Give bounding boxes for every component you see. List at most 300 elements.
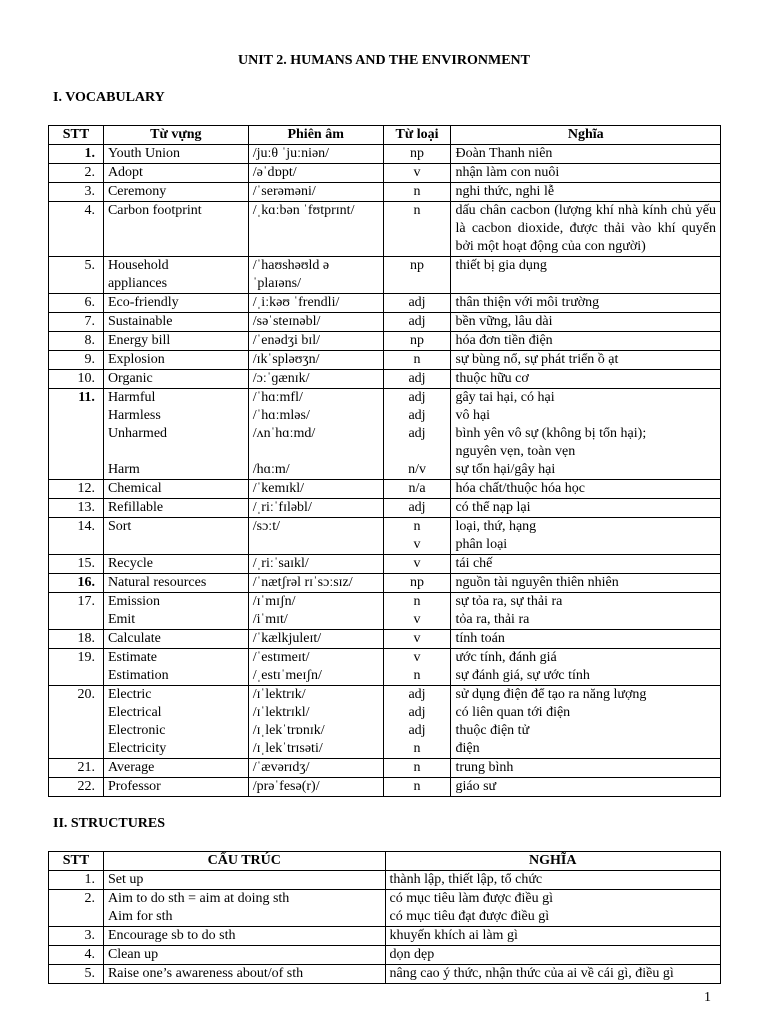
structure-cell-line: Raise one’s awareness about/of sth [107,966,304,981]
phonetic-cell [248,145,383,164]
meaning-cell-line: tính toán [455,631,505,646]
phonetic-cell-line: /ˈserəməni/ [252,184,316,199]
part-of-speech-cell-line: n [413,594,421,609]
phonetic-cell-line: /ɪˌlekˈtrɒnɪk/ [252,723,325,738]
meaning-cell-line: trung bình [455,760,514,775]
structure-meaning-cell [385,965,720,984]
meaning-cell-line: thuộc điện tử [455,723,530,738]
phonetic-cell-line: /ˈkemɪkl/ [252,481,305,496]
word-cell [103,164,248,183]
structure-meaning-cell [385,871,720,890]
part-of-speech-cell-line: adj [408,371,426,386]
meaning-cell [451,164,721,183]
word-cell [103,145,248,164]
meaning-cell-line: nguyên vẹn, toàn vẹn [455,444,576,459]
part-of-speech-cell [383,518,451,555]
part-of-speech-cell-line: v [413,612,421,627]
vocabulary-row [49,351,721,370]
meaning-cell-line: điện [455,741,480,756]
meaning-cell [451,145,721,164]
word-cell-line: Sustainable [107,314,173,329]
meaning-cell [451,593,721,630]
word-cell-line [108,443,244,461]
meaning-cell [451,630,721,649]
part-of-speech-cell-line [388,443,447,461]
structure-meaning-cell-line: có mục tiêu đạt được điều gì [389,909,550,924]
word-cell-line: Energy bill [107,333,171,348]
part-of-speech-cell [383,649,451,686]
phonetic-cell-line: /ˌkɑːbən ˈfʊtprɪnt/ [252,203,355,218]
header-stt: STT [49,126,104,145]
part-of-speech-cell [383,351,451,370]
phonetic-cell-line: /hɑːm/ [252,462,290,477]
part-of-speech-cell-line: n [413,519,421,534]
meaning-cell-line: sự tỏa ra, sự thải ra [455,594,563,609]
phonetic-cell-line: /juːθ ˈjuːniən/ [252,146,330,161]
structure-cell-line: Aim for sth [107,909,173,924]
meaning-cell-line: phân loại [455,537,508,552]
meaning-cell [451,555,721,574]
part-of-speech-cell [383,593,451,630]
word-cell-line: Refillable [107,500,164,515]
row-number: 7. [49,313,104,332]
word-cell-line: Eco-friendly [107,295,179,310]
vocabulary-row [49,313,721,332]
meaning-cell [451,686,721,759]
row-number: 5. [49,965,104,984]
part-of-speech-cell-line: n [413,184,421,199]
row-number: 14. [49,518,104,555]
word-cell-line: Estimate [107,650,157,665]
phonetic-cell-line: /səˈsteɪnəbl/ [252,314,321,329]
part-of-speech-cell [383,183,451,202]
vocabulary-row [49,499,721,518]
part-of-speech-cell-line: v [413,631,421,646]
structure-cell [103,965,385,984]
structure-row [49,965,721,984]
meaning-cell-line: nhận làm con nuôi [455,165,560,180]
word-cell-line: Organic [107,371,153,386]
structures-header-row [49,852,721,871]
part-of-speech-cell-line: v [413,650,421,665]
part-of-speech-cell [383,480,451,499]
phonetic-cell-line [253,443,379,461]
vocabulary-row [49,332,721,351]
part-of-speech-cell [383,294,451,313]
vocabulary-row [49,759,721,778]
part-of-speech-cell-line: adj [408,426,426,441]
structure-row [49,946,721,965]
phonetic-cell [248,593,383,630]
part-of-speech-cell-line: adj [408,500,426,515]
phonetic-cell [248,183,383,202]
phonetic-cell [248,313,383,332]
structure-meaning-cell-line: nâng cao ý thức, nhận thức của ai về cái gì, điều gì [389,966,674,981]
part-of-speech-cell-line: np [410,575,425,590]
phonetic-cell-line: /sɔːt/ [252,519,280,534]
row-number: 11. [49,389,104,480]
word-cell [103,686,248,759]
phonetic-cell [248,686,383,759]
structure-row [49,871,721,890]
phonetic-cell-line: /ˌestɪˈmeɪʃn/ [252,668,322,683]
row-number: 1. [49,871,104,890]
phonetic-cell [248,351,383,370]
header-stt: STT [49,852,104,871]
vocabulary-row [49,480,721,499]
phonetic-cell-line: /ˈhɑːmləs/ [252,408,310,423]
word-cell-line: Recycle [107,556,154,571]
meaning-cell-line: Đoàn Thanh niên [455,146,553,161]
phonetic-cell [248,257,383,294]
row-number: 5. [49,257,104,294]
word-cell [103,759,248,778]
header-phonetic: Phiên âm [248,126,383,145]
word-cell-line: Electrical [107,705,162,720]
part-of-speech-cell-line: v [413,165,421,180]
word-cell [103,202,248,257]
phonetic-cell-line: /ˈestɪmeɪt/ [252,650,310,665]
part-of-speech-cell [383,389,451,480]
row-number: 6. [49,294,104,313]
part-of-speech-cell [383,332,451,351]
word-cell [103,370,248,389]
word-cell [103,351,248,370]
word-cell-line: Emit [107,612,136,627]
word-cell [103,257,248,294]
part-of-speech-cell-line: adj [408,295,426,310]
header-structure: CẤU TRÚC [103,852,385,871]
meaning-cell [451,183,721,202]
word-cell-line: appliances [107,276,168,291]
word-cell [103,389,248,480]
meaning-cell-line: bền vững, lâu dài [455,314,553,329]
part-of-speech-cell-line: np [410,258,425,273]
word-cell [103,313,248,332]
structure-cell-line: Set up [107,872,144,887]
phonetic-cell-line: /ɔːˈɡænɪk/ [252,371,310,386]
word-cell-line: Electric [107,687,152,702]
word-cell-line: Harmful [107,390,156,405]
part-of-speech-cell [383,555,451,574]
part-of-speech-cell [383,145,451,164]
part-of-speech-cell-line: n/v [408,462,426,477]
phonetic-cell-line: /ˌriːˈsaɪkl/ [252,556,309,571]
part-of-speech-cell-line: n [413,203,421,218]
word-cell-line: Sort [107,519,132,534]
word-cell-line: Estimation [107,668,169,683]
meaning-cell [451,370,721,389]
header-part-of-speech: Từ loại [383,126,451,145]
row-number: 4. [49,946,104,965]
part-of-speech-cell-line: np [410,146,425,161]
meaning-cell-line: sự tổn hại/gây hại [455,462,556,477]
row-number: 4. [49,202,104,257]
vocabulary-row [49,202,721,257]
meaning-cell-line: có liên quan tới điện [455,705,571,720]
word-cell-line: Emission [107,594,161,609]
word-cell-line: Professor [107,779,161,794]
word-cell-line: Ceremony [107,184,167,199]
word-cell-line: Carbon footprint [107,203,202,218]
row-number: 8. [49,332,104,351]
part-of-speech-cell-line: n [413,668,421,683]
phonetic-cell [248,480,383,499]
structure-row [49,927,721,946]
part-of-speech-cell-line: n/a [408,481,426,496]
word-cell [103,574,248,593]
meaning-cell-line: tỏa ra, thải ra [455,612,530,627]
phonetic-cell [248,164,383,183]
part-of-speech-cell-line: adj [408,687,426,702]
phonetic-cell [248,555,383,574]
meaning-cell-line: hóa đơn tiền điện [455,333,553,348]
vocabulary-row [49,145,721,164]
row-number: 22. [49,778,104,797]
part-of-speech-cell-line: n [413,779,421,794]
meaning-cell-line: bình yên vô sự (không bị tổn hại); [455,426,647,441]
part-of-speech-cell-line: adj [408,314,426,329]
header-word: Từ vựng [103,126,248,145]
vocabulary-row [49,574,721,593]
meaning-cell [451,351,721,370]
vocabulary-row [49,778,721,797]
vocabulary-row [49,370,721,389]
phonetic-cell-line: /ˈævərɪdʒ/ [252,760,310,775]
word-cell-line: Household [107,258,169,273]
part-of-speech-cell [383,370,451,389]
meaning-cell-line: dấu chân cacbon (lượng khí nhà kính chủ yếu là cacbon dioxide, được thải vào khí quyển bởi một hoạt động của con người) [455,203,716,254]
part-of-speech-cell-line: n [413,352,421,367]
part-of-speech-cell [383,630,451,649]
phonetic-cell-line: /ˈhaʊshəʊld ə [252,258,330,273]
phonetic-cell-line: /ɪˈmɪʃn/ [252,594,296,609]
meaning-cell-line: có thể nạp lại [455,500,531,515]
word-cell [103,499,248,518]
row-number: 18. [49,630,104,649]
part-of-speech-cell-line: v [413,556,421,571]
meaning-cell [451,313,721,332]
structure-meaning-cell-line: thành lập, thiết lập, tổ chức [389,872,543,887]
page-number: 1 [704,990,711,1005]
word-cell-line: Calculate [107,631,161,646]
meaning-cell-line: sử dụng điện để tạo ra năng lượng [455,687,647,702]
row-number: 21. [49,759,104,778]
vocabulary-row [49,555,721,574]
structure-meaning-cell-line: có mục tiêu làm được điều gì [389,891,554,906]
phonetic-cell [248,518,383,555]
phonetic-cell [248,574,383,593]
phonetic-cell [248,332,383,351]
vocabulary-row [49,294,721,313]
row-number: 2. [49,164,104,183]
phonetic-cell [248,630,383,649]
word-cell [103,630,248,649]
vocabulary-row [49,164,721,183]
phonetic-cell-line: /iˈmɪt/ [252,612,288,627]
meaning-cell-line: hóa chất/thuộc hóa học [455,481,585,496]
vocabulary-row [49,630,721,649]
vocabulary-row [49,518,721,555]
phonetic-cell [248,778,383,797]
meaning-cell [451,257,721,294]
vocabulary-table [48,125,721,797]
part-of-speech-cell-line: adj [408,723,426,738]
vocabulary-row [49,389,721,480]
word-cell-line: Electronic [107,723,166,738]
word-cell [103,183,248,202]
header-meaning: NGHĨA [385,852,720,871]
word-cell-line: Explosion [107,352,165,367]
word-cell [103,778,248,797]
structure-meaning-cell [385,946,720,965]
structure-cell-line: Aim to do sth = aim at doing sth [107,891,290,906]
row-number: 9. [49,351,104,370]
part-of-speech-cell [383,313,451,332]
meaning-cell-line: loại, thứ, hạng [455,519,537,534]
row-number: 12. [49,480,104,499]
word-cell-line: Natural resources [107,575,207,590]
part-of-speech-cell [383,257,451,294]
meaning-cell [451,294,721,313]
meaning-cell-line: sự bùng nổ, sự phát triển ồ ạt [455,352,619,367]
row-number: 19. [49,649,104,686]
structure-meaning-cell [385,890,720,927]
word-cell [103,649,248,686]
meaning-cell [451,389,721,480]
phonetic-cell [248,370,383,389]
vocabulary-row [49,649,721,686]
vocabulary-row [49,593,721,630]
phonetic-cell-line: /prəˈfesə(r)/ [252,779,320,794]
phonetic-cell [248,202,383,257]
row-number: 10. [49,370,104,389]
document-title: UNIT 2. HUMANS AND THE ENVIRONMENT [238,53,530,68]
phonetic-cell-line: /ɪˌlekˈtrɪsəti/ [252,741,323,756]
structure-cell-line: Clean up [107,947,159,962]
phonetic-cell [248,294,383,313]
meaning-cell-line: thân thiện với môi trường [455,295,600,310]
phonetic-cell [248,389,383,480]
word-cell [103,332,248,351]
word-cell-line: Chemical [107,481,162,496]
part-of-speech-cell [383,759,451,778]
word-cell-line: Unharmed [107,426,168,441]
meaning-cell-line: giáo sư [455,779,497,794]
vocabulary-header-row [49,126,721,145]
row-number: 3. [49,927,104,946]
vocabulary-heading: I. VOCABULARY [53,90,165,105]
meaning-cell-line: tái chế [455,556,493,571]
meaning-cell-line: vô hại [455,408,491,423]
part-of-speech-cell-line: adj [408,705,426,720]
phonetic-cell-line: /ˈnætʃrəl rɪˈsɔːsɪz/ [252,575,353,590]
word-cell-line: Harm [107,462,140,477]
structure-meaning-cell-line: khuyến khích ai làm gì [389,928,518,943]
phonetic-cell-line: /ˈhɑːmfl/ [252,390,303,405]
phonetic-cell [248,759,383,778]
meaning-cell [451,202,721,257]
phonetic-cell-line: /ɪˈlektrɪk/ [252,687,306,702]
structure-meaning-cell [385,927,720,946]
phonetic-cell-line: /ʌnˈhɑːmd/ [252,426,316,441]
row-number: 20. [49,686,104,759]
vocabulary-row [49,183,721,202]
part-of-speech-cell [383,686,451,759]
phonetic-cell [248,499,383,518]
part-of-speech-cell-line: np [410,333,425,348]
part-of-speech-cell-line: v [413,537,421,552]
meaning-cell [451,332,721,351]
meaning-cell-line: gây tai hại, có hại [455,390,555,405]
phonetic-cell-line: ˈplaɪəns/ [252,276,301,291]
part-of-speech-cell [383,164,451,183]
part-of-speech-cell [383,499,451,518]
word-cell-line: Electricity [107,741,167,756]
part-of-speech-cell-line: adj [408,390,426,405]
row-number: 1. [49,145,104,164]
phonetic-cell-line: /ɪkˈspləʊʒn/ [252,352,320,367]
word-cell-line: Adopt [107,165,143,180]
word-cell [103,480,248,499]
phonetic-cell-line: /ˈkælkjuleɪt/ [252,631,322,646]
structure-cell [103,890,385,927]
part-of-speech-cell [383,202,451,257]
meaning-cell-line: nguồn tài nguyên thiên nhiên [455,575,619,590]
word-cell [103,294,248,313]
meaning-cell-line: thuộc hữu cơ [455,371,529,386]
vocabulary-row [49,686,721,759]
word-cell [103,555,248,574]
phonetic-cell-line: /ɪˈlektrɪkl/ [252,705,310,720]
part-of-speech-cell [383,778,451,797]
structures-heading: II. STRUCTURES [53,816,166,831]
row-number: 17. [49,593,104,630]
structure-row [49,890,721,927]
meaning-cell-line: nghi thức, nghi lễ [455,184,555,199]
part-of-speech-cell-line: adj [408,408,426,423]
structure-cell [103,946,385,965]
meaning-cell-line: ước tính, đánh giá [455,650,557,665]
part-of-speech-cell-line: n [413,741,421,756]
phonetic-cell [248,649,383,686]
word-cell [103,593,248,630]
word-cell-line: Youth Union [107,146,181,161]
phonetic-cell-line: /ˌriːˈfɪləbl/ [252,500,312,515]
structure-cell [103,871,385,890]
meaning-cell [451,649,721,686]
row-number: 3. [49,183,104,202]
word-cell [103,518,248,555]
structure-meaning-cell-line: dọn dẹp [389,947,435,962]
meaning-cell [451,499,721,518]
row-number: 13. [49,499,104,518]
vocabulary-row [49,257,721,294]
header-meaning: Nghĩa [451,126,721,145]
meaning-cell [451,480,721,499]
part-of-speech-cell-line: n [413,760,421,775]
phonetic-cell-line: /əˈdɒpt/ [252,165,297,180]
word-cell-line: Average [107,760,155,775]
meaning-cell [451,778,721,797]
row-number: 15. [49,555,104,574]
meaning-cell-line: sự đánh giá, sự ước tính [455,668,590,683]
part-of-speech-cell [383,574,451,593]
meaning-cell-line: thiết bị gia dụng [455,258,547,273]
word-cell-line: Harmless [107,408,161,423]
row-number: 16. [49,574,104,593]
meaning-cell [451,518,721,555]
